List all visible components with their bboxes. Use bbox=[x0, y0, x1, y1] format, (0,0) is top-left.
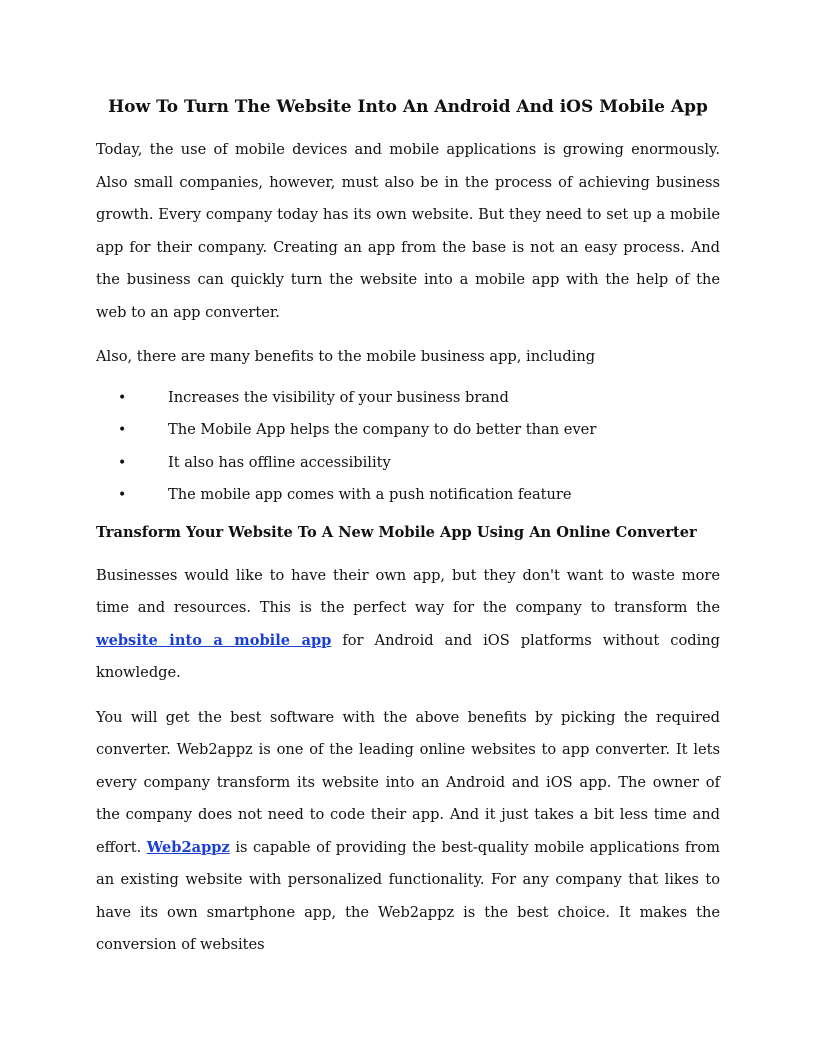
website-into-mobile-app-link[interactable]: website into a mobile app bbox=[96, 631, 332, 649]
intro-paragraph: Today, the use of mobile devices and mobile applications is growing enormously. Also small companies, however, must also be in the process of achieving business growth. Every company today has its own website. But they need to set up a mobile app for their company. Creating an app from the base is not an easy process. And the business can quickly turn the website into a mobile app with the help of the web to an app converter. bbox=[96, 141, 720, 321]
benefits-intro: Also, there are many benefits to the mobile business app, including bbox=[96, 348, 596, 365]
bullet-icon: • bbox=[118, 454, 127, 471]
document-title: How To Turn The Website Into An Android And iOS Mobile App bbox=[108, 97, 708, 117]
benefits-list bbox=[96, 382, 720, 512]
list-item bbox=[96, 479, 720, 512]
paragraph-text: for Android and iOS platforms without coding knowledge. bbox=[96, 631, 720, 681]
paragraph-text: Businesses would like to have their own app, but they don't want to waste more time and resources. This is the perfect way for the company to transform the bbox=[96, 566, 720, 616]
web2appz-paragraph bbox=[96, 702, 720, 962]
list-item-text: Increases the visibility of your business brand bbox=[168, 388, 509, 406]
list-item-text: The mobile app comes with a push notification feature bbox=[168, 486, 572, 503]
list-item bbox=[96, 382, 720, 415]
bullet-icon: • bbox=[118, 422, 127, 438]
web2appz-link[interactable]: Web2appz bbox=[146, 838, 230, 856]
converter-paragraph bbox=[96, 560, 720, 690]
bullet-icon: • bbox=[118, 487, 127, 503]
list-item-text: It also has offline accessibility bbox=[168, 453, 391, 471]
paragraph-text: is capable of providing the best-quality mobile applications from an existing website with personalized functionality. For any company that likes to have its own smartphone app, the Web2appz is the best choice. It makes the conversion of websites bbox=[96, 838, 720, 953]
list-item bbox=[96, 447, 720, 480]
paragraph-text: You will get the best software with the above benefits by picking the required converter. Web2appz is one of the leading online websites to app converter. It lets every company transform its website into an Android and iOS app. The owner of the company does not need to code their app. And it just takes a bit less time and effort. bbox=[96, 708, 720, 856]
bullet-icon: • bbox=[118, 389, 127, 406]
list-item-text: The Mobile App helps the company to do better than ever bbox=[168, 421, 597, 438]
list-item bbox=[96, 414, 720, 447]
section-heading: Transform Your Website To A New Mobile App Using An Online Converter bbox=[96, 523, 697, 541]
